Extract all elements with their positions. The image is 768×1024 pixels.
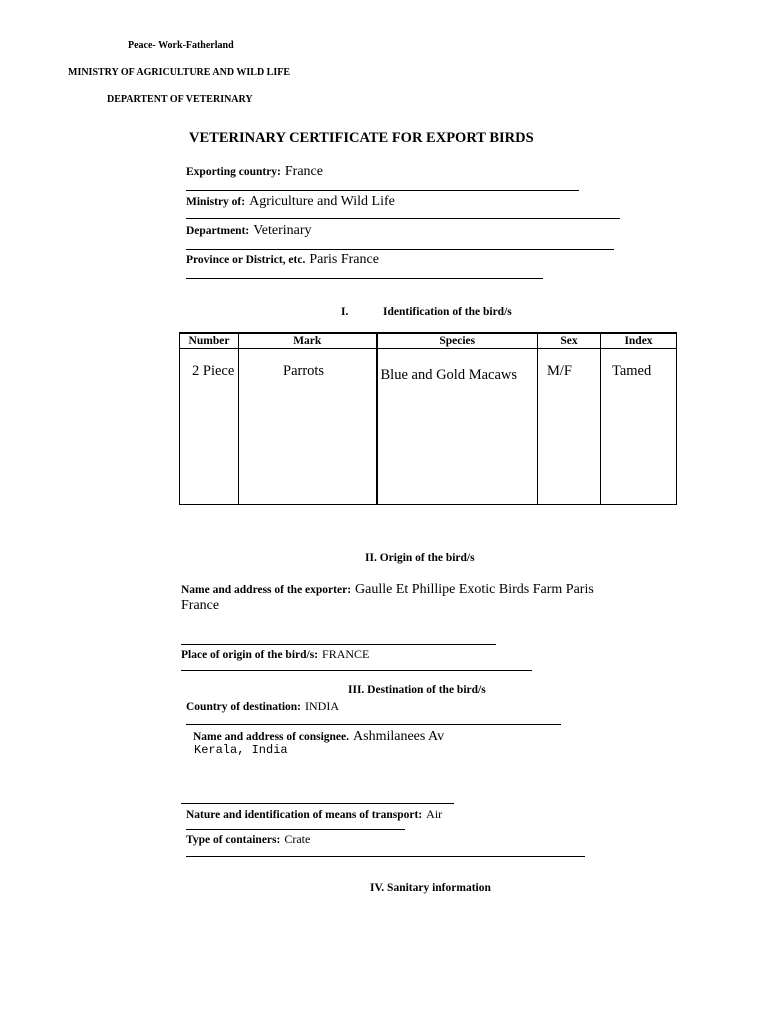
- transport-value: Air: [426, 807, 443, 821]
- cell-index: Tamed: [601, 349, 677, 505]
- motto: Peace- Work-Fatherland: [128, 40, 234, 51]
- ministry-of-label: Ministry of:: [186, 196, 246, 208]
- destination-value: INDIA: [305, 699, 340, 713]
- column-header-sex: Sex: [538, 333, 601, 349]
- transport-field: [186, 805, 442, 823]
- divider: [186, 190, 579, 191]
- cell-mark: Parrots: [239, 349, 377, 505]
- department-label: Department:: [186, 225, 250, 237]
- divider: [186, 724, 561, 725]
- origin-value: FRANCE: [322, 647, 370, 661]
- exporter-field: [181, 580, 594, 598]
- consignee-name: Ashmilanees Av: [353, 729, 445, 744]
- column-header-number: Number: [180, 333, 239, 349]
- divider: [186, 278, 543, 279]
- divider: [186, 218, 620, 219]
- column-header-mark: Mark: [239, 333, 377, 349]
- department-header: DEPARTENT OF VETERINARY: [107, 94, 253, 105]
- exporting-country-value: France: [284, 164, 323, 179]
- section-2-title: II. Origin of the bird/s: [365, 552, 475, 564]
- exporter-value-line1: Gaulle Et Phillipe Exotic Birds Farm Paris: [355, 582, 594, 597]
- table-row: [180, 349, 677, 505]
- exporter-label: Name and address of the exporter:: [181, 584, 352, 596]
- destination-field: [186, 697, 339, 715]
- ministry-header: MINISTRY OF AGRICULTURE AND WILD LIFE: [68, 67, 291, 78]
- ministry-of-field: [186, 192, 395, 210]
- province-value: Paris France: [309, 252, 379, 267]
- section-3-title: III. Destination of the bird/s: [348, 684, 486, 696]
- transport-label: Nature and identification of means of transport:: [186, 809, 423, 821]
- section-1-title: Identification of the bird/s: [383, 306, 512, 318]
- department-field: [186, 221, 312, 239]
- certificate-title: VETERINARY CERTIFICATE FOR EXPORT BIRDS: [189, 130, 534, 146]
- origin-label: Place of origin of the bird/s:: [181, 649, 319, 661]
- divider: [181, 803, 454, 804]
- containers-field: [186, 830, 310, 848]
- consignee-label: Name and address of consignee.: [193, 731, 350, 743]
- column-header-index: Index: [601, 333, 677, 349]
- destination-label: Country of destination:: [186, 701, 302, 713]
- exporting-country-field: [186, 162, 323, 180]
- birds-table: [179, 332, 677, 505]
- cell-sex: M/F: [538, 349, 601, 505]
- ministry-of-value: Agriculture and Wild Life: [249, 194, 395, 209]
- consignee-address: Kerala, India: [194, 743, 288, 757]
- exporting-country-label: Exporting country:: [186, 166, 281, 178]
- divider: [186, 856, 585, 857]
- department-value: Veterinary: [253, 223, 312, 238]
- exporter-value-line2: France: [181, 598, 220, 613]
- province-label: Province or District, etc.: [186, 254, 306, 266]
- divider: [181, 670, 532, 671]
- origin-field: [181, 645, 369, 663]
- section-1-number: I.: [341, 306, 349, 318]
- containers-label: Type of containers:: [186, 834, 281, 846]
- cell-species: Blue and Gold Macaws: [377, 349, 538, 505]
- column-header-species: Species: [377, 333, 538, 349]
- containers-value: Crate: [284, 832, 311, 846]
- cell-number: 2 Piece: [180, 349, 239, 505]
- province-field: [186, 250, 379, 268]
- section-4-title: IV. Sanitary information: [370, 882, 491, 894]
